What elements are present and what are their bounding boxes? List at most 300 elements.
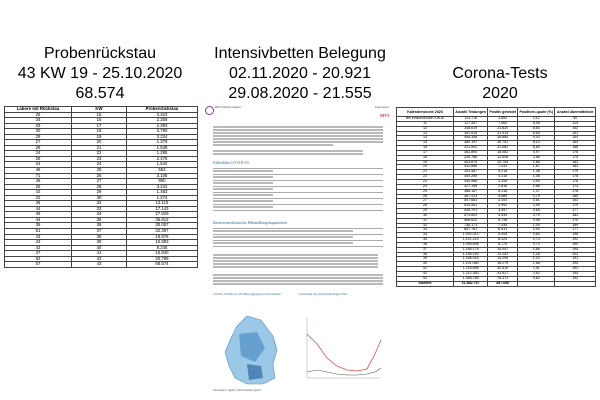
table-cell: 36.885	[488, 136, 518, 141]
table-cell: 32.397	[127, 229, 198, 235]
table-cell: 17.143	[127, 206, 198, 212]
table-cell: 1.642	[127, 162, 198, 168]
report-logo-icon	[205, 106, 214, 115]
section-heading: Intensivmedizinische Behandlungskapazitäten	[213, 220, 288, 225]
table-rule	[213, 192, 383, 193]
table-cell: 10.755	[488, 160, 518, 165]
table-cell: 16	[397, 146, 454, 151]
table-cell: 177	[555, 209, 596, 214]
table-cell: 43	[5, 234, 72, 240]
table-cell: 41	[72, 251, 127, 257]
table-cell: 1,22	[518, 257, 555, 262]
table-cell: 12.608	[488, 155, 518, 160]
table-cell: 1,48	[518, 170, 555, 175]
text-line	[213, 176, 273, 178]
tests-header-cell: Positiv getestet	[488, 108, 518, 117]
table-cell: 28	[5, 145, 72, 151]
text-line	[213, 200, 273, 202]
table-cell: 14	[397, 136, 454, 141]
table-cell: 90	[555, 117, 596, 122]
table-cell: 192	[555, 267, 596, 272]
table-cell: 35	[397, 238, 454, 243]
table-cell: 30.057	[127, 223, 198, 229]
table-cell: 1.099.608	[454, 242, 488, 247]
table-cell: 0,98	[518, 218, 555, 223]
table-cell: 1.356.785	[454, 276, 488, 281]
icu-title	[205, 44, 395, 104]
table-cell: 353.467	[454, 170, 488, 175]
table-cell: 39	[397, 257, 454, 262]
table-cell: 0,86	[518, 247, 555, 252]
table-cell: 43	[397, 276, 454, 281]
table-cell: 1.216.658	[454, 267, 488, 272]
section-heading: COVID-19-Fälle pro ITS Bett aggregiert auf Kreisebene	[213, 292, 281, 296]
table-row	[5, 262, 198, 268]
table-cell: 13	[397, 131, 454, 136]
tests-header-cell: Positiven-quote (%)	[518, 108, 555, 117]
sum-row	[397, 281, 596, 286]
table-rule	[213, 246, 383, 247]
table-cell: 28	[397, 204, 454, 209]
table-cell: 51	[5, 229, 72, 235]
table-cell: 2.816	[488, 184, 518, 189]
table-cell: 331.902	[454, 146, 488, 151]
table-cell: 194	[555, 272, 596, 277]
table-cell: 0,90	[518, 228, 555, 233]
table-cell: 173	[555, 184, 596, 189]
table-cell: 183	[555, 213, 596, 218]
icu-report-document	[203, 104, 393, 396]
table-cell: 0,74	[518, 238, 555, 243]
table-cell: 28	[72, 184, 127, 190]
table-cell: 497.656	[488, 281, 518, 286]
table-cell: 5.689	[488, 194, 518, 199]
table-cell: 24	[5, 151, 72, 157]
table-cell: 1,37	[518, 189, 555, 194]
report-heading: Tagesreport	[374, 105, 389, 109]
table-cell: 348.619	[454, 126, 488, 131]
table-cell: 31.414	[488, 131, 518, 136]
table-cell: 36	[397, 242, 454, 247]
table-cell: 3.224	[127, 134, 198, 140]
table-cell: 0,59	[518, 204, 555, 209]
table-cell: 49	[5, 212, 72, 218]
table-cell: 43.927	[488, 272, 518, 277]
text-line	[213, 150, 363, 152]
text-line	[213, 242, 353, 244]
table-cell: 19	[72, 134, 127, 140]
table-cell: 1.539	[127, 145, 198, 151]
table-rule	[213, 204, 383, 205]
table-cell: 3,86	[518, 155, 555, 160]
table-cell: 13.253	[488, 252, 518, 257]
table-cell: 5.316	[488, 189, 518, 194]
table-cell: 176	[555, 189, 596, 194]
table-cell: 25	[5, 184, 72, 190]
table-cell: 154	[555, 136, 596, 141]
table-cell: 28	[5, 156, 72, 162]
table-cell: 1.295	[127, 151, 198, 157]
table-cell: 43	[5, 240, 72, 246]
table-cell: 44	[5, 206, 72, 212]
table-cell: 15.983	[127, 240, 198, 246]
table-cell: 0,65	[518, 209, 555, 214]
table-cell: 467.413	[454, 194, 488, 199]
table-cell: 21	[397, 170, 454, 175]
table-cell: 0,61	[518, 199, 555, 204]
table-cell: 5,95	[518, 121, 555, 126]
table-rule	[213, 180, 383, 181]
table-cell: 42	[5, 190, 72, 196]
table-cell: 168	[555, 146, 596, 151]
table-cell: 191	[555, 257, 596, 262]
table-cell: 57	[5, 262, 72, 268]
text-line	[213, 138, 383, 140]
table-cell: 202	[555, 252, 596, 257]
text-line	[213, 236, 353, 238]
table-cell: Bis einschließlich KW10	[397, 117, 454, 122]
text-line	[213, 132, 383, 134]
table-cell: 40	[397, 262, 454, 267]
text-line	[213, 230, 353, 232]
text-line	[213, 153, 363, 155]
table-cell: 4,97	[518, 150, 555, 155]
table-cell: 169	[555, 223, 596, 228]
table-cell: 8,10	[518, 141, 555, 146]
table-rule	[213, 198, 383, 199]
table-cell: 3.497	[488, 209, 518, 214]
table-cell: 30	[397, 213, 454, 218]
table-cell: 195	[555, 247, 596, 252]
table-cell: 43	[72, 262, 127, 268]
table-cell: 37	[72, 229, 127, 235]
section-heading: Fallzahlen COVID-19	[213, 160, 249, 165]
table-cell: 38	[397, 252, 454, 257]
table-cell: 20	[397, 165, 454, 170]
lab-header-cell: Probenrückstau	[127, 107, 198, 113]
table-cell: 35	[72, 217, 127, 223]
tests-header-cell: Kalenderwoche 2020	[397, 108, 454, 117]
text-line	[213, 274, 383, 276]
text-line	[213, 263, 378, 265]
table-cell: 736.171	[454, 223, 488, 228]
table-cell: 30	[5, 129, 72, 135]
table-cell: 3.423	[127, 112, 198, 118]
table-cell: 7.582	[488, 121, 518, 126]
tests-title	[400, 64, 600, 104]
table-cell: 1.121.214	[454, 238, 488, 243]
text-line	[213, 194, 273, 196]
table-cell: 9,03	[518, 136, 555, 141]
table-rule	[213, 234, 383, 235]
table-cell: 16.840	[127, 251, 198, 257]
table-cell: 553	[127, 168, 198, 174]
table-cell: 0,74	[518, 242, 555, 247]
table-cell: 1.379	[127, 140, 198, 146]
table-rule	[213, 210, 383, 211]
table-cell: 2.992	[488, 204, 518, 209]
table-cell: 175	[555, 155, 596, 160]
table-cell: 1,16	[518, 252, 555, 257]
tests-title-line-1: Corona-Tests	[452, 65, 548, 82]
table-cell: 41	[397, 267, 454, 272]
icu-title-line-1: Intensivbetten Belegung	[214, 45, 386, 62]
table-cell: 17	[397, 150, 454, 155]
table-cell	[518, 281, 555, 286]
table-cell: 20.799	[127, 256, 198, 262]
table-cell: 6,83	[518, 126, 555, 131]
table-cell: 46	[5, 168, 72, 174]
table-cell: 114	[555, 121, 596, 126]
table-cell: 24	[5, 162, 72, 168]
backlog-title	[0, 44, 200, 104]
table-cell: 3.790	[127, 129, 198, 135]
table-cell: 38	[72, 234, 127, 240]
table-rule	[213, 174, 383, 175]
table-cell: 179	[555, 204, 596, 209]
table-cell: 4.539	[488, 213, 518, 218]
table-cell: 25	[397, 189, 454, 194]
text-line	[213, 182, 273, 184]
table-cell: 21.882.767	[454, 281, 488, 286]
table-cell: 3,62	[518, 272, 555, 277]
tests-header-cell: Anzahl Testungen	[454, 108, 488, 117]
table-rule	[213, 168, 383, 169]
table-cell: 1,66	[518, 262, 555, 267]
table-cell: 0,84	[518, 233, 555, 238]
table-cell: 29	[72, 190, 127, 196]
table-cell: 408.348	[454, 136, 488, 141]
table-cell: 127.457	[454, 121, 488, 126]
table-cell: 18.279	[488, 262, 518, 267]
backlog-title-line-3: 68.574	[75, 85, 125, 102]
table-cell: 7.233	[488, 165, 518, 170]
text-line	[213, 135, 383, 137]
table-cell: 18.876	[127, 234, 198, 240]
lab-backlog-table	[4, 106, 198, 268]
table-cell: 30.519	[488, 267, 518, 272]
text-line	[213, 283, 383, 285]
table-cell: 8.324	[488, 238, 518, 243]
table-cell: 22	[72, 151, 127, 157]
lab-table-header	[5, 107, 198, 113]
tests-title-line-2: 2020	[482, 85, 518, 102]
table-cell: 27	[5, 140, 72, 146]
table-cell: 2.258	[127, 118, 198, 124]
table-cell: 1,67	[518, 165, 555, 170]
table-cell: 2.478	[127, 156, 198, 162]
table-cell: 151	[555, 131, 596, 136]
table-cell: 7.335	[488, 223, 518, 228]
icu-timeline-chart	[299, 314, 383, 386]
table-cell: 22.082	[488, 146, 518, 151]
table-cell: 25	[72, 168, 127, 174]
table-cell: 24	[72, 162, 127, 168]
table-cell: 42	[5, 245, 72, 251]
table-cell: 25	[5, 112, 72, 118]
table-cell: 52	[5, 256, 72, 262]
table-cell: 164	[555, 141, 596, 146]
table-cell: 27	[72, 179, 127, 185]
text-line	[213, 260, 378, 262]
text-line	[213, 266, 378, 268]
text-line	[213, 206, 273, 208]
table-cell: 36	[72, 223, 127, 229]
table-cell: 183	[555, 165, 596, 170]
table-cell: 76.373	[488, 276, 518, 281]
table-cell: 388.187	[454, 189, 488, 194]
table-cell: 0,79	[518, 213, 555, 218]
table-cell: 18	[72, 129, 127, 135]
table-cell: 19	[397, 160, 454, 165]
table-cell: 510.551	[454, 204, 488, 209]
table-cell: 8,69	[518, 131, 555, 136]
table-cell: 24	[397, 184, 454, 189]
table-cell: 1.092.013	[454, 233, 488, 238]
table-cell: 586.620	[454, 218, 488, 223]
table-cell: 23.820	[488, 126, 518, 131]
table-cell: 16	[72, 118, 127, 124]
table-cell: 1.146.193	[454, 252, 488, 257]
table-cell: 180	[555, 194, 596, 199]
table-cell: 1.274	[127, 195, 198, 201]
table-cell: 47	[5, 251, 72, 257]
table-cell: 13.115	[127, 201, 198, 207]
table-cell: 46	[5, 179, 72, 185]
table-cell: 32	[72, 201, 127, 207]
table-cell: 31	[397, 218, 454, 223]
report-footnote: Datenstand / Quelle: DIVI-Intensivregister	[213, 389, 261, 392]
table-cell: 68.574	[127, 262, 198, 268]
table-cell: 3.242	[127, 184, 198, 190]
table-cell: 8.931	[488, 228, 518, 233]
table-cell: 178	[555, 150, 596, 155]
table-cell: 11	[397, 121, 454, 126]
table-cell: 2.393	[127, 123, 198, 129]
table-cell: 42	[72, 256, 127, 262]
table-cell: 23	[72, 156, 127, 162]
table-cell: 1,06	[518, 175, 555, 180]
table-cell: 29	[397, 209, 454, 214]
table-cell: 71	[5, 173, 72, 179]
lab-header-cell: Labore mit Rückstau	[5, 107, 72, 113]
table-cell: 10.047	[488, 247, 518, 252]
table-cell: 1.165.175	[454, 247, 488, 252]
backlog-title-line-2: 43 KW 19 - 25.10.2020	[17, 65, 183, 82]
table-cell: 36	[5, 201, 72, 207]
table-cell: 190	[555, 242, 596, 247]
table-cell: 37	[397, 247, 454, 252]
table-cell: 380.197	[454, 141, 488, 146]
text-line	[213, 257, 378, 259]
text-line	[213, 129, 383, 131]
text-line	[213, 254, 378, 256]
table-cell: 432.666	[454, 165, 488, 170]
table-cell: 30	[72, 195, 127, 201]
lab-header-cell: KW	[72, 107, 127, 113]
table-cell: 20	[72, 140, 127, 146]
table-cell: 21	[72, 145, 127, 151]
table-cell: 39	[72, 240, 127, 246]
text-line	[213, 188, 273, 190]
text-line	[213, 144, 333, 146]
table-cell: 170	[555, 218, 596, 223]
table-cell: 9.205	[488, 233, 518, 238]
table-cell: 36.812	[127, 217, 198, 223]
table-cell: 340.986	[454, 179, 488, 184]
table-cell: 42	[397, 272, 454, 277]
table-cell: 1,00	[518, 223, 555, 228]
icu-title-line-2: 02.11.2020 - 20.921	[228, 65, 372, 82]
table-cell: 152	[555, 199, 596, 204]
table-cell: 18.083	[488, 150, 518, 155]
table-cell: 198	[555, 233, 596, 238]
table-cell: Summe	[397, 281, 454, 286]
table-cell: 3.104	[488, 199, 518, 204]
table-cell: 327.196	[454, 184, 488, 189]
table-cell: 5.738	[488, 218, 518, 223]
table-cell: 326.788	[454, 155, 488, 160]
text-line	[213, 280, 383, 282]
table-cell: 23	[397, 179, 454, 184]
table-rule	[213, 186, 383, 187]
section-heading: Zeitverlauf der intensivpflichtigen Fälle	[299, 292, 347, 296]
table-cell: 3.892	[488, 117, 518, 122]
table-cell: 179	[555, 170, 596, 175]
table-cell: 30.791	[488, 141, 518, 146]
backlog-title-line-1: Probenrückstau	[43, 45, 157, 62]
table-cell: 8.245	[127, 245, 198, 251]
table-cell: 3.208	[488, 179, 518, 184]
table-cell: 0,79	[518, 194, 555, 199]
table-cell: 40	[72, 245, 127, 251]
corona-tests-table	[396, 107, 596, 287]
table-cell: 1.101.080	[454, 262, 488, 267]
table-cell: 27.929	[127, 212, 198, 218]
table-cell: 8.175	[488, 242, 518, 247]
table-cell: 152	[555, 126, 596, 131]
table-cell: 192	[555, 276, 596, 281]
table-cell: 190	[555, 262, 596, 267]
table-cell: 33	[72, 206, 127, 212]
icu-title-line-3: 29.08.2020 - 21.555	[228, 85, 372, 102]
table-cell: 34	[5, 118, 72, 124]
table-cell: 857.761	[454, 228, 488, 233]
table-cell: 1.483	[127, 190, 198, 196]
table-cell: 361.515	[454, 131, 488, 136]
table-rule	[213, 228, 383, 229]
table-rule	[213, 240, 383, 241]
table-cell: 22	[5, 195, 72, 201]
table-cell: 2,66	[518, 160, 555, 165]
table-cell: 15	[72, 112, 127, 118]
table-cell: 34	[72, 212, 127, 218]
table-cell: 573.803	[454, 213, 488, 218]
table-cell: 0,94	[518, 179, 555, 184]
table-cell: 178	[555, 175, 596, 180]
table-cell: 26	[397, 194, 454, 199]
text-line	[213, 277, 383, 279]
table-cell: 182	[555, 160, 596, 165]
text-line	[213, 170, 273, 172]
germany-map-figure	[217, 314, 287, 386]
tests-header-cell: Anzahl übermittelnde	[555, 108, 596, 117]
table-cell: 6,65	[518, 146, 555, 151]
table-cell: 18	[397, 155, 454, 160]
table-cell: 405.269	[454, 175, 488, 180]
table-cell: 507.663	[454, 199, 488, 204]
table-cell: 5,62	[518, 276, 555, 281]
